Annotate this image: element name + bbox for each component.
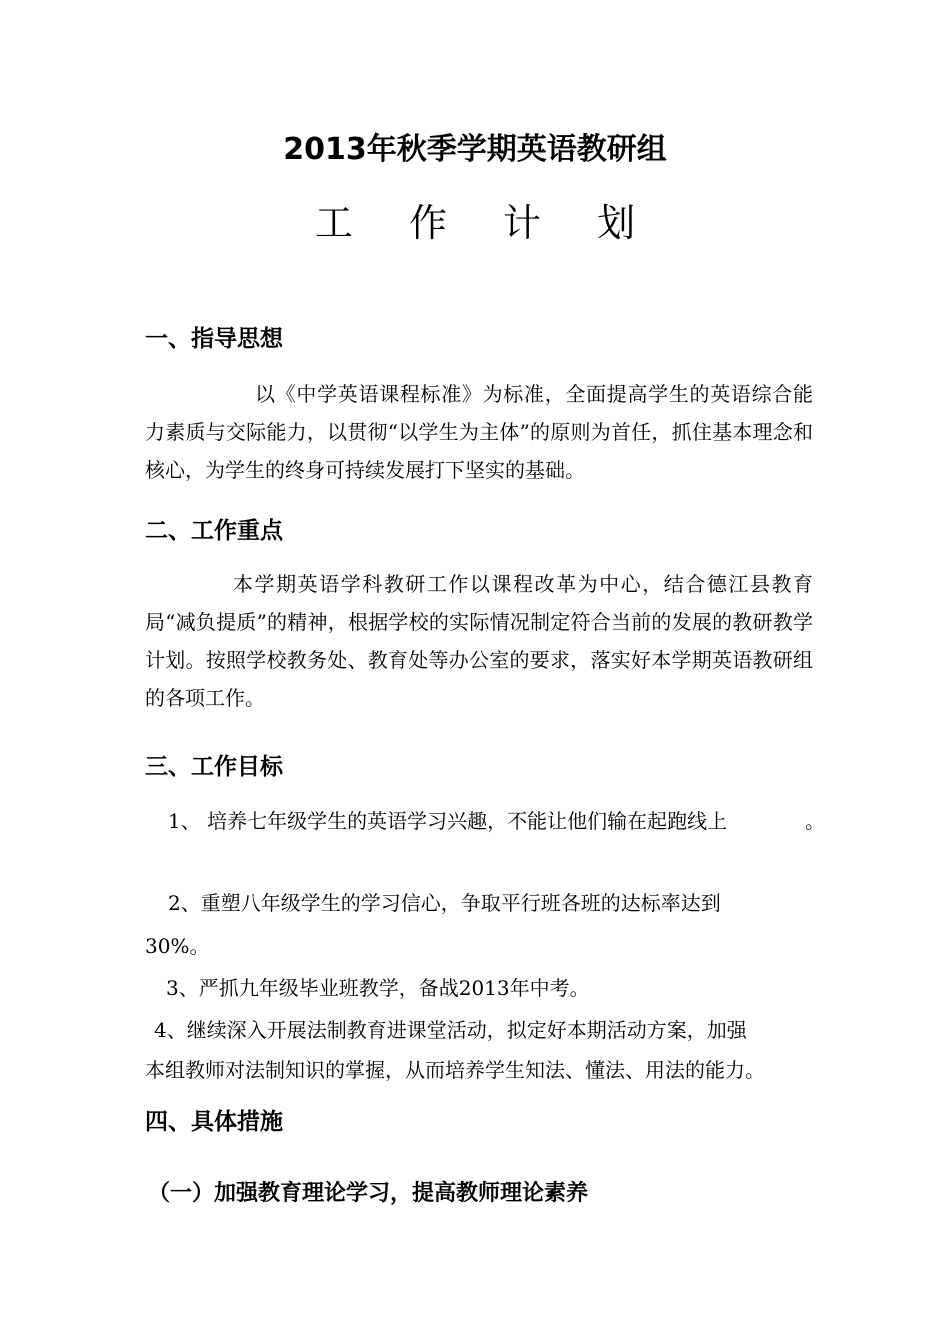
measures-subheading-1: （一）加强教育理论学习，提高教师理论素养	[148, 1180, 589, 1206]
goal-item-4-line2: 本组教师对法制知识的掌握，从而培养学生知法、懂法、用法的能力。	[145, 1058, 765, 1082]
section-heading-focus: 二、工作重点	[145, 518, 283, 544]
section-heading-guiding: 一、指导思想	[145, 326, 283, 352]
goal-item-1: 1、 培养七年级学生的英语学习兴趣，不能让他们输在起跑线上	[168, 809, 728, 833]
section-heading-measures: 四、具体措施	[145, 1109, 283, 1135]
goal-item-4-line1: 4、继续深入开展法制教育进课堂活动，拟定好本期活动方案，加强	[154, 1018, 747, 1042]
document-title: 2013年秋季学期英语教研组	[283, 132, 667, 167]
section-body-guiding: 以《中学英语课程标准》为标准，全面提高学生的英语综合能力素质与交际能力，以贯彻“以学生为主体”的原则为首任，抓住基本理念和核心，为学生的终身可持续发展打下坚实的基础。	[145, 382, 813, 482]
goal-item-2-line1: 2、重塑八年级学生的学习信心，争取平行班各班的达标率达到	[168, 891, 721, 915]
section-body-focus: 本学期英语学科教研工作以课程改革为中心，结合德江县教育局“减负提质”的精神，根据学校的实际情况制定符合当前的发展的教研教学计划。按照学校教务处、教育处等办公室的要求，落实好本学期英语教研组的各项工作。	[145, 572, 813, 710]
goal-item-2-line2: 30%。	[145, 934, 210, 958]
goal-item-1-period: 。	[805, 809, 825, 833]
section-heading-goals: 三、工作目标	[145, 754, 283, 780]
document-subtitle: 工 作 计 划	[314, 201, 658, 245]
goal-item-3: 3、严抓九年级毕业班教学，备战2013年中考。	[166, 976, 590, 1000]
